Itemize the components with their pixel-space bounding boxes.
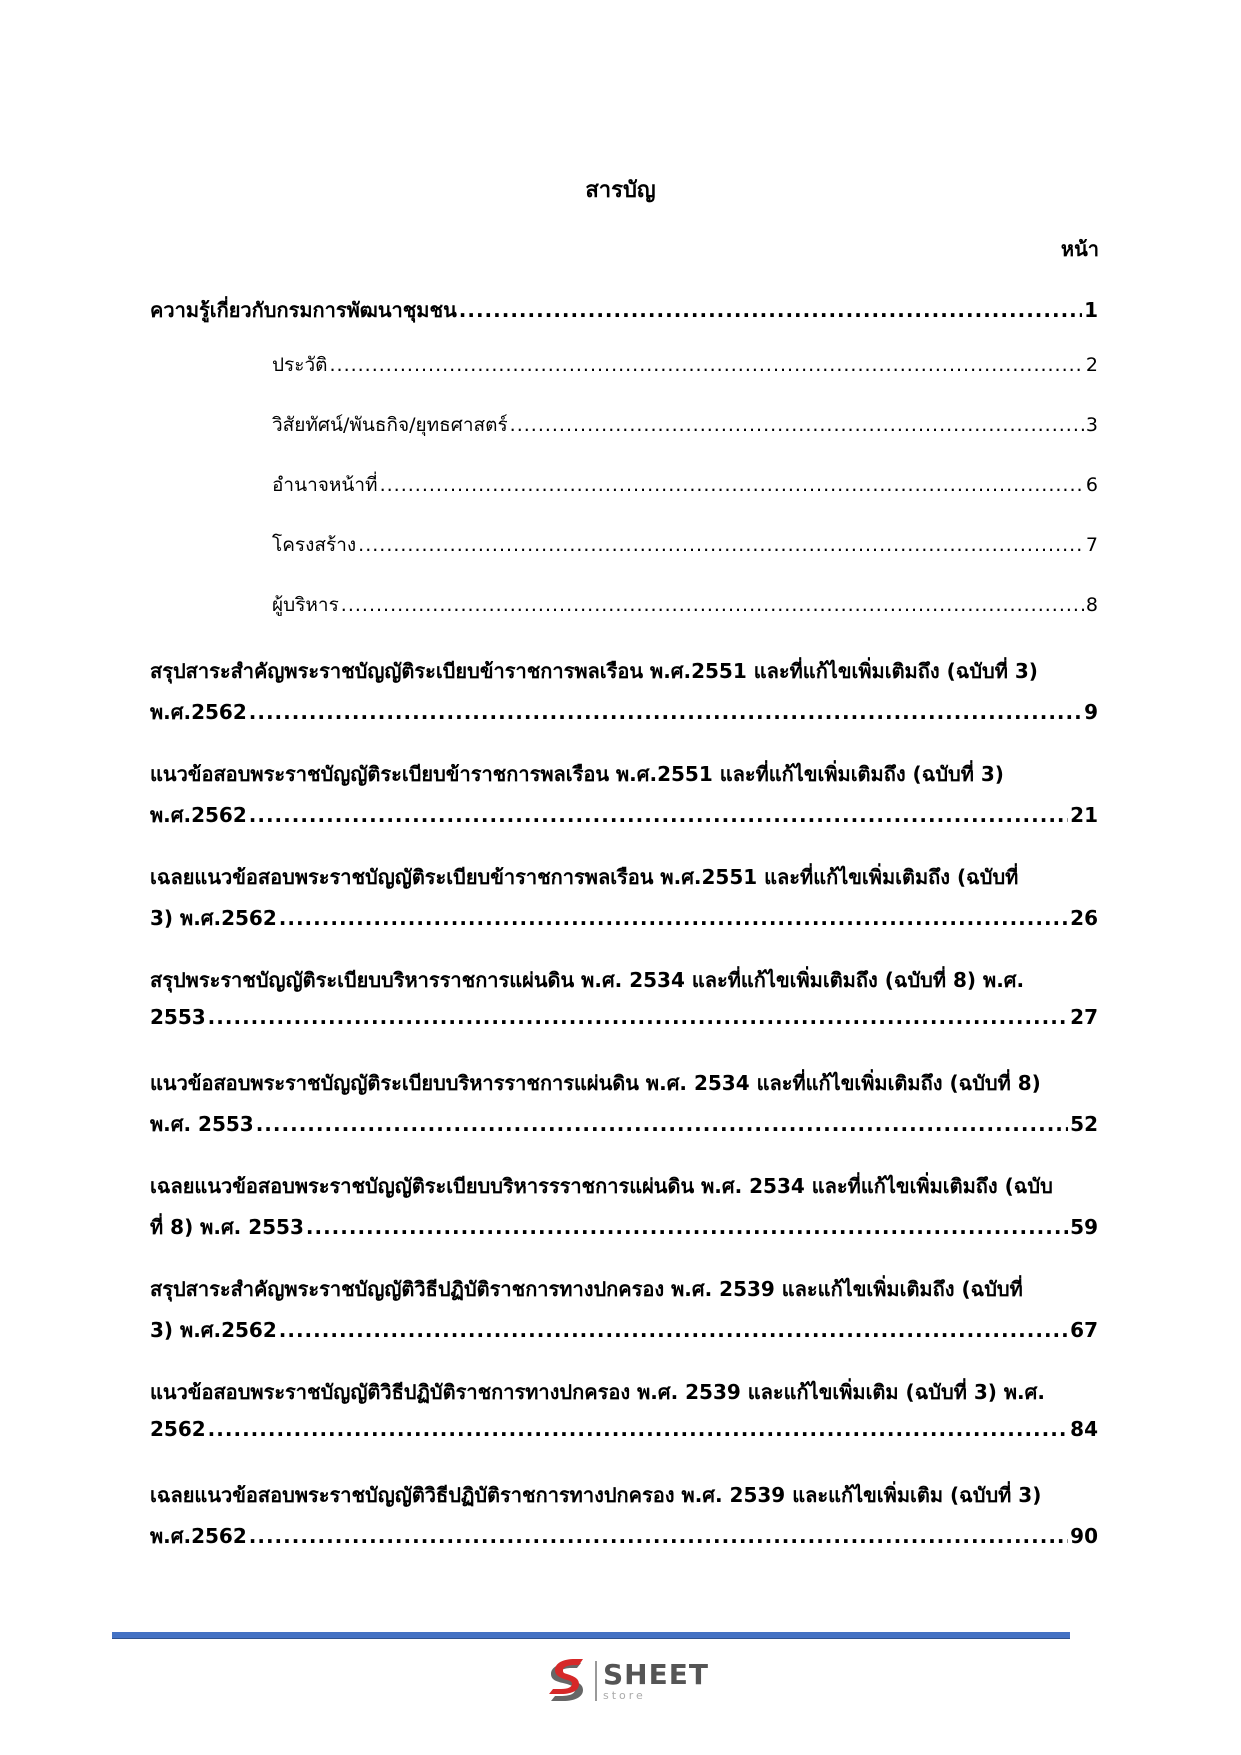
toc-entry-line1 xyxy=(150,964,1098,996)
toc-entry-page: 9 xyxy=(1084,700,1098,724)
toc-entry[interactable] xyxy=(150,1314,1098,1346)
toc-leader-dots xyxy=(306,1215,1068,1239)
toc-entry[interactable] xyxy=(150,294,1098,326)
toc-entry[interactable] xyxy=(150,1520,1098,1552)
toc-subentry[interactable] xyxy=(272,530,1098,560)
toc-entry-title-cont: 2553 xyxy=(150,1005,206,1029)
toc-entry-page: 1 xyxy=(1084,298,1098,322)
toc-entry-title-cont: ที่ 8) พ.ศ. 2553 xyxy=(150,1215,304,1239)
toc-entry-title: ความรู้เกี่ยวกับกรมการพัฒนาชุมชน xyxy=(150,298,457,322)
toc-leader-dots xyxy=(380,474,1084,496)
toc-entry[interactable] xyxy=(150,696,1098,728)
toc-entry-title: ประวัติ xyxy=(272,354,328,376)
toc-entry[interactable] xyxy=(150,1211,1098,1243)
toc-entry-title: โครงสร้าง xyxy=(272,534,357,556)
toc-entry-page: 6 xyxy=(1085,474,1098,496)
toc-entry[interactable] xyxy=(150,1108,1098,1140)
toc-entry-title-cont: พ.ศ.2562 xyxy=(150,1524,247,1548)
toc-entry-title-cont: 3) พ.ศ.2562 xyxy=(150,1318,277,1342)
toc-leader-dots xyxy=(341,594,1084,616)
toc-entry-title: วิสัยทัศน์/พันธกิจ/ยุทธศาสตร์ xyxy=(272,414,508,436)
toc-leader-dots xyxy=(358,534,1084,556)
toc-entry-title-cont: 3) พ.ศ.2562 xyxy=(150,906,277,930)
toc-entry-title: แนวข้อสอบพระราชบัญญัติวิธีปฏิบัติราชการทางปกครอง พ.ศ. 2539 และแก้ไขเพิ่มเติม (ฉบับที่ 3) พ.ศ. xyxy=(150,1380,1045,1404)
toc-entry-line1 xyxy=(150,1067,1098,1099)
toc-entry-line1 xyxy=(150,1479,1098,1511)
toc-entry-page: 84 xyxy=(1070,1417,1098,1441)
toc-leader-dots xyxy=(208,1005,1068,1029)
toc-entry-title-cont: พ.ศ. 2553 xyxy=(150,1112,254,1136)
toc-entry-title: สรุปพระราชบัญญัติระเบียบบริหารราชการแผ่นดิน พ.ศ. 2534 และที่แก้ไขเพิ่มเติมถึง (ฉบับที่ 8) พ.ศ. xyxy=(150,968,1025,992)
toc-entry-line1 xyxy=(150,1376,1098,1408)
toc-entry-page: 8 xyxy=(1085,594,1098,616)
sheet-store-logo-icon xyxy=(541,1657,589,1705)
toc-entry-title: สรุปสาระสำคัญพระราชบัญญัติวิธีปฏิบัติราชการทางปกครอง พ.ศ. 2539 และแก้ไขเพิ่มเติมถึง (ฉบับที่ xyxy=(150,1277,1023,1301)
logo-separator xyxy=(595,1661,597,1701)
toc-entry-page: 21 xyxy=(1070,803,1098,827)
toc-subentry[interactable] xyxy=(272,410,1098,440)
toc-leader-dots xyxy=(249,700,1082,724)
toc-entry-title: แนวข้อสอบพระราชบัญญัติระเบียบบริหารราชการแผ่นดิน พ.ศ. 2534 และที่แก้ไขเพิ่มเติมถึง (ฉบับที่ 8) xyxy=(150,1071,1041,1095)
toc-entry-page: 7 xyxy=(1085,534,1098,556)
footer-rule xyxy=(112,1632,1070,1639)
toc-entry-line1 xyxy=(150,861,1098,893)
toc-entry[interactable] xyxy=(150,799,1098,831)
toc-entry-title-cont: 2562 xyxy=(150,1417,206,1441)
toc-entry[interactable] xyxy=(150,1417,1098,1441)
toc-entry-page: 52 xyxy=(1070,1112,1098,1136)
toc-entry-title: สรุปสาระสำคัญพระราชบัญญัติระเบียบข้าราชการพลเรือน พ.ศ.2551 และที่แก้ไขเพิ่มเติมถึง (ฉบับที่ 3) xyxy=(150,659,1038,683)
toc-leader-dots xyxy=(249,1524,1068,1548)
toc-entry-line1 xyxy=(150,1170,1098,1202)
toc-entry[interactable] xyxy=(150,1005,1098,1029)
toc-entry-page: 2 xyxy=(1085,354,1098,376)
toc-entry-page: 67 xyxy=(1070,1318,1098,1342)
toc-subentry[interactable] xyxy=(272,350,1098,380)
logo-subword: store xyxy=(603,1689,646,1702)
toc-entry-title-cont: พ.ศ.2562 xyxy=(150,700,247,724)
toc-entry-line1 xyxy=(150,655,1098,687)
toc-entry-title: เฉลยแนวข้อสอบพระราชบัญญัติระเบียบบริหารรราชการแผ่นดิน พ.ศ. 2534 และที่แก้ไขเพิ่มเติมถึง (ฉบับ xyxy=(150,1174,1053,1198)
toc-leader-dots xyxy=(208,1417,1068,1441)
toc-entry-page: 90 xyxy=(1070,1524,1098,1548)
toc-entry-page: 26 xyxy=(1070,906,1098,930)
toc-entry-title: แนวข้อสอบพระราชบัญญัติระเบียบข้าราชการพลเรือน พ.ศ.2551 และที่แก้ไขเพิ่มเติมถึง (ฉบับที่ 3) xyxy=(150,762,1004,786)
page-column-header: หน้า xyxy=(1060,237,1099,261)
toc-entry-title: ผู้บริหาร xyxy=(272,594,339,616)
toc-entry-title-cont: พ.ศ.2562 xyxy=(150,803,247,827)
toc-entry-page: 27 xyxy=(1070,1005,1098,1029)
toc-entry-title: เฉลยแนวข้อสอบพระราชบัญญัติวิธีปฏิบัติราชการทางปกครอง พ.ศ. 2539 และแก้ไขเพิ่มเติม (ฉบับที่ 3) xyxy=(150,1483,1042,1507)
toc-leader-dots xyxy=(279,906,1068,930)
toc-entry-title: เฉลยแนวข้อสอบพระราชบัญญัติระเบียบข้าราชการพลเรือน พ.ศ.2551 และที่แก้ไขเพิ่มเติมถึง (ฉบับที่ xyxy=(150,865,1019,889)
toc-leader-dots xyxy=(510,414,1084,436)
toc-leader-dots xyxy=(329,354,1083,376)
toc-entry[interactable] xyxy=(150,902,1098,934)
toc-leader-dots xyxy=(459,298,1082,322)
toc-entry-line1 xyxy=(150,1273,1098,1305)
toc-leader-dots xyxy=(279,1318,1068,1342)
toc-entry-line1 xyxy=(150,758,1098,790)
logo-word: SHEET xyxy=(603,1658,709,1691)
toc-subentry[interactable] xyxy=(272,590,1098,620)
sheet-store-logo xyxy=(541,1654,709,1708)
toc-entry-page: 59 xyxy=(1070,1215,1098,1239)
page-title: สารบัญ xyxy=(585,178,656,203)
toc-leader-dots xyxy=(249,803,1068,827)
toc-entry-page: 3 xyxy=(1085,414,1098,436)
toc-subentry[interactable] xyxy=(272,470,1098,500)
logo-wordmark xyxy=(603,1658,709,1702)
toc-leader-dots xyxy=(256,1112,1068,1136)
toc-entry-title: อำนาจหน้าที่ xyxy=(272,474,378,496)
